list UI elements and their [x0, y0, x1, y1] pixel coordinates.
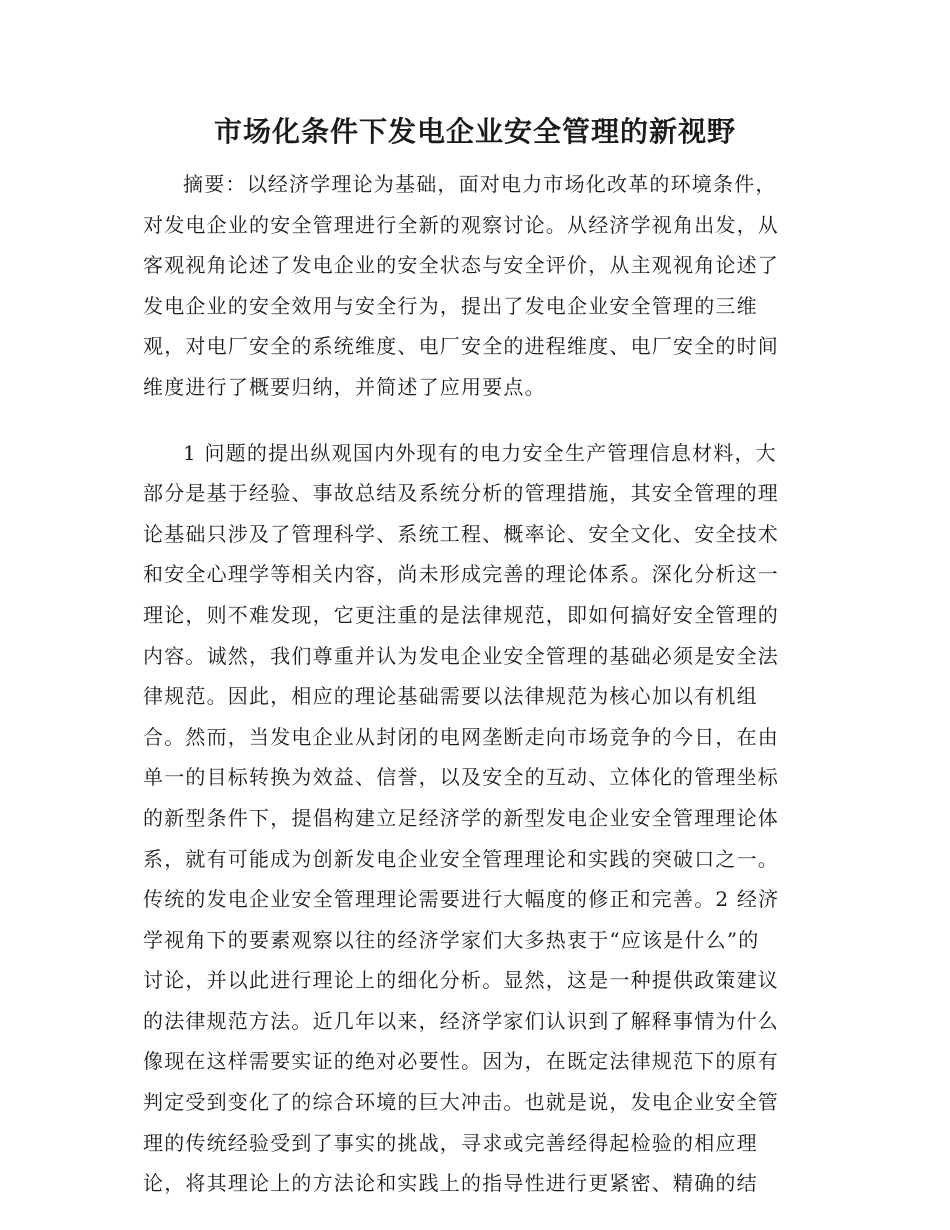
body-line: 系，就有可能成为创新发电企业安全管理理论和实践的突破口之一。	[143, 846, 779, 871]
body-line: 讨论，并以此进行理论上的细化分析。显然，这是一种提供政策建议	[143, 968, 779, 993]
body-line: 判定受到变化了的综合环境的巨大冲击。也就是说，发电企业安全管	[143, 1090, 779, 1115]
body-line: 理论，则不难发现，它更注重的是法律规范，即如何搞好安全管理的	[143, 602, 779, 627]
body-line: 像现在这样需要实证的绝对必要性。因为，在既定法律规范下的原有	[143, 1049, 779, 1074]
body-line: 和安全心理学等相关内容，尚未形成完善的理论体系。深化分析这一	[143, 562, 779, 587]
body-line: 的新型条件下，提倡构建立足经济学的新型发电企业安全管理理论体	[143, 805, 779, 830]
body-line: 单一的目标转换为效益、信誉，以及安全的互动、立体化的管理坐标	[143, 765, 779, 790]
document-body	[143, 164, 795, 1204]
abstract-line: 观，对电厂安全的系统维度、电厂安全的进程维度、电厂安全的时间	[143, 334, 779, 359]
abstract-line: 发电企业的安全效用与安全行为，提出了发电企业安全管理的三维	[143, 293, 758, 318]
abstract-line: 对发电企业的安全管理进行全新的观察讨论。从经济学视角出发，从	[143, 212, 779, 237]
body-line: 论，将其理论上的方法论和实践上的指导性进行更紧密、精确的结	[143, 1171, 758, 1196]
abstract-line: 摘要：以经济学理论为基础，面对电力市场化改革的环境条件，	[183, 172, 777, 196]
abstract-line: 维度进行了概要归纳，并简述了应用要点。	[143, 374, 546, 399]
body-line: 内容。诚然，我们尊重并认为发电企业安全管理的基础必须是安全法	[143, 643, 779, 668]
body-line: 的法律规范方法。近几年以来，经济学家们认识到了解释事情为什么	[143, 1008, 779, 1033]
body-line: 部分是基于经验、事故总结及系统分析的管理措施，其安全管理的理	[143, 481, 779, 506]
body-line: 学视角下的要素观察以往的经济学家们大多热衷于“应该是什么”的	[143, 927, 760, 952]
body-line: 理的传统经验受到了事实的挑战，寻求或完善经得起检验的相应理	[143, 1130, 758, 1155]
body-line: 传统的发电企业安全管理理论需要进行大幅度的修正和完善。2 经济	[143, 887, 780, 912]
body-line: 律规范。因此，相应的理论基础需要以法律规范为核心加以有机组	[143, 684, 758, 709]
document-title: 市场化条件下发电企业安全管理的新视野	[213, 115, 736, 148]
abstract-paragraph	[143, 164, 795, 408]
abstract-line: 客观视角论述了发电企业的安全状态与安全评价，从主观视角论述了	[143, 253, 779, 278]
paragraph-gap	[143, 408, 795, 433]
body-line: 1 问题的提出纵观国内外现有的电力安全生产管理信息材料，大	[183, 440, 777, 465]
body-line: 论基础只涉及了管理科学、系统工程、概率论、安全文化、安全技术	[143, 521, 779, 546]
body-line: 合。然而，当发电企业从封闭的电网垄断走向市场竞争的今日，在由	[143, 724, 779, 749]
body-paragraph	[143, 433, 795, 1204]
